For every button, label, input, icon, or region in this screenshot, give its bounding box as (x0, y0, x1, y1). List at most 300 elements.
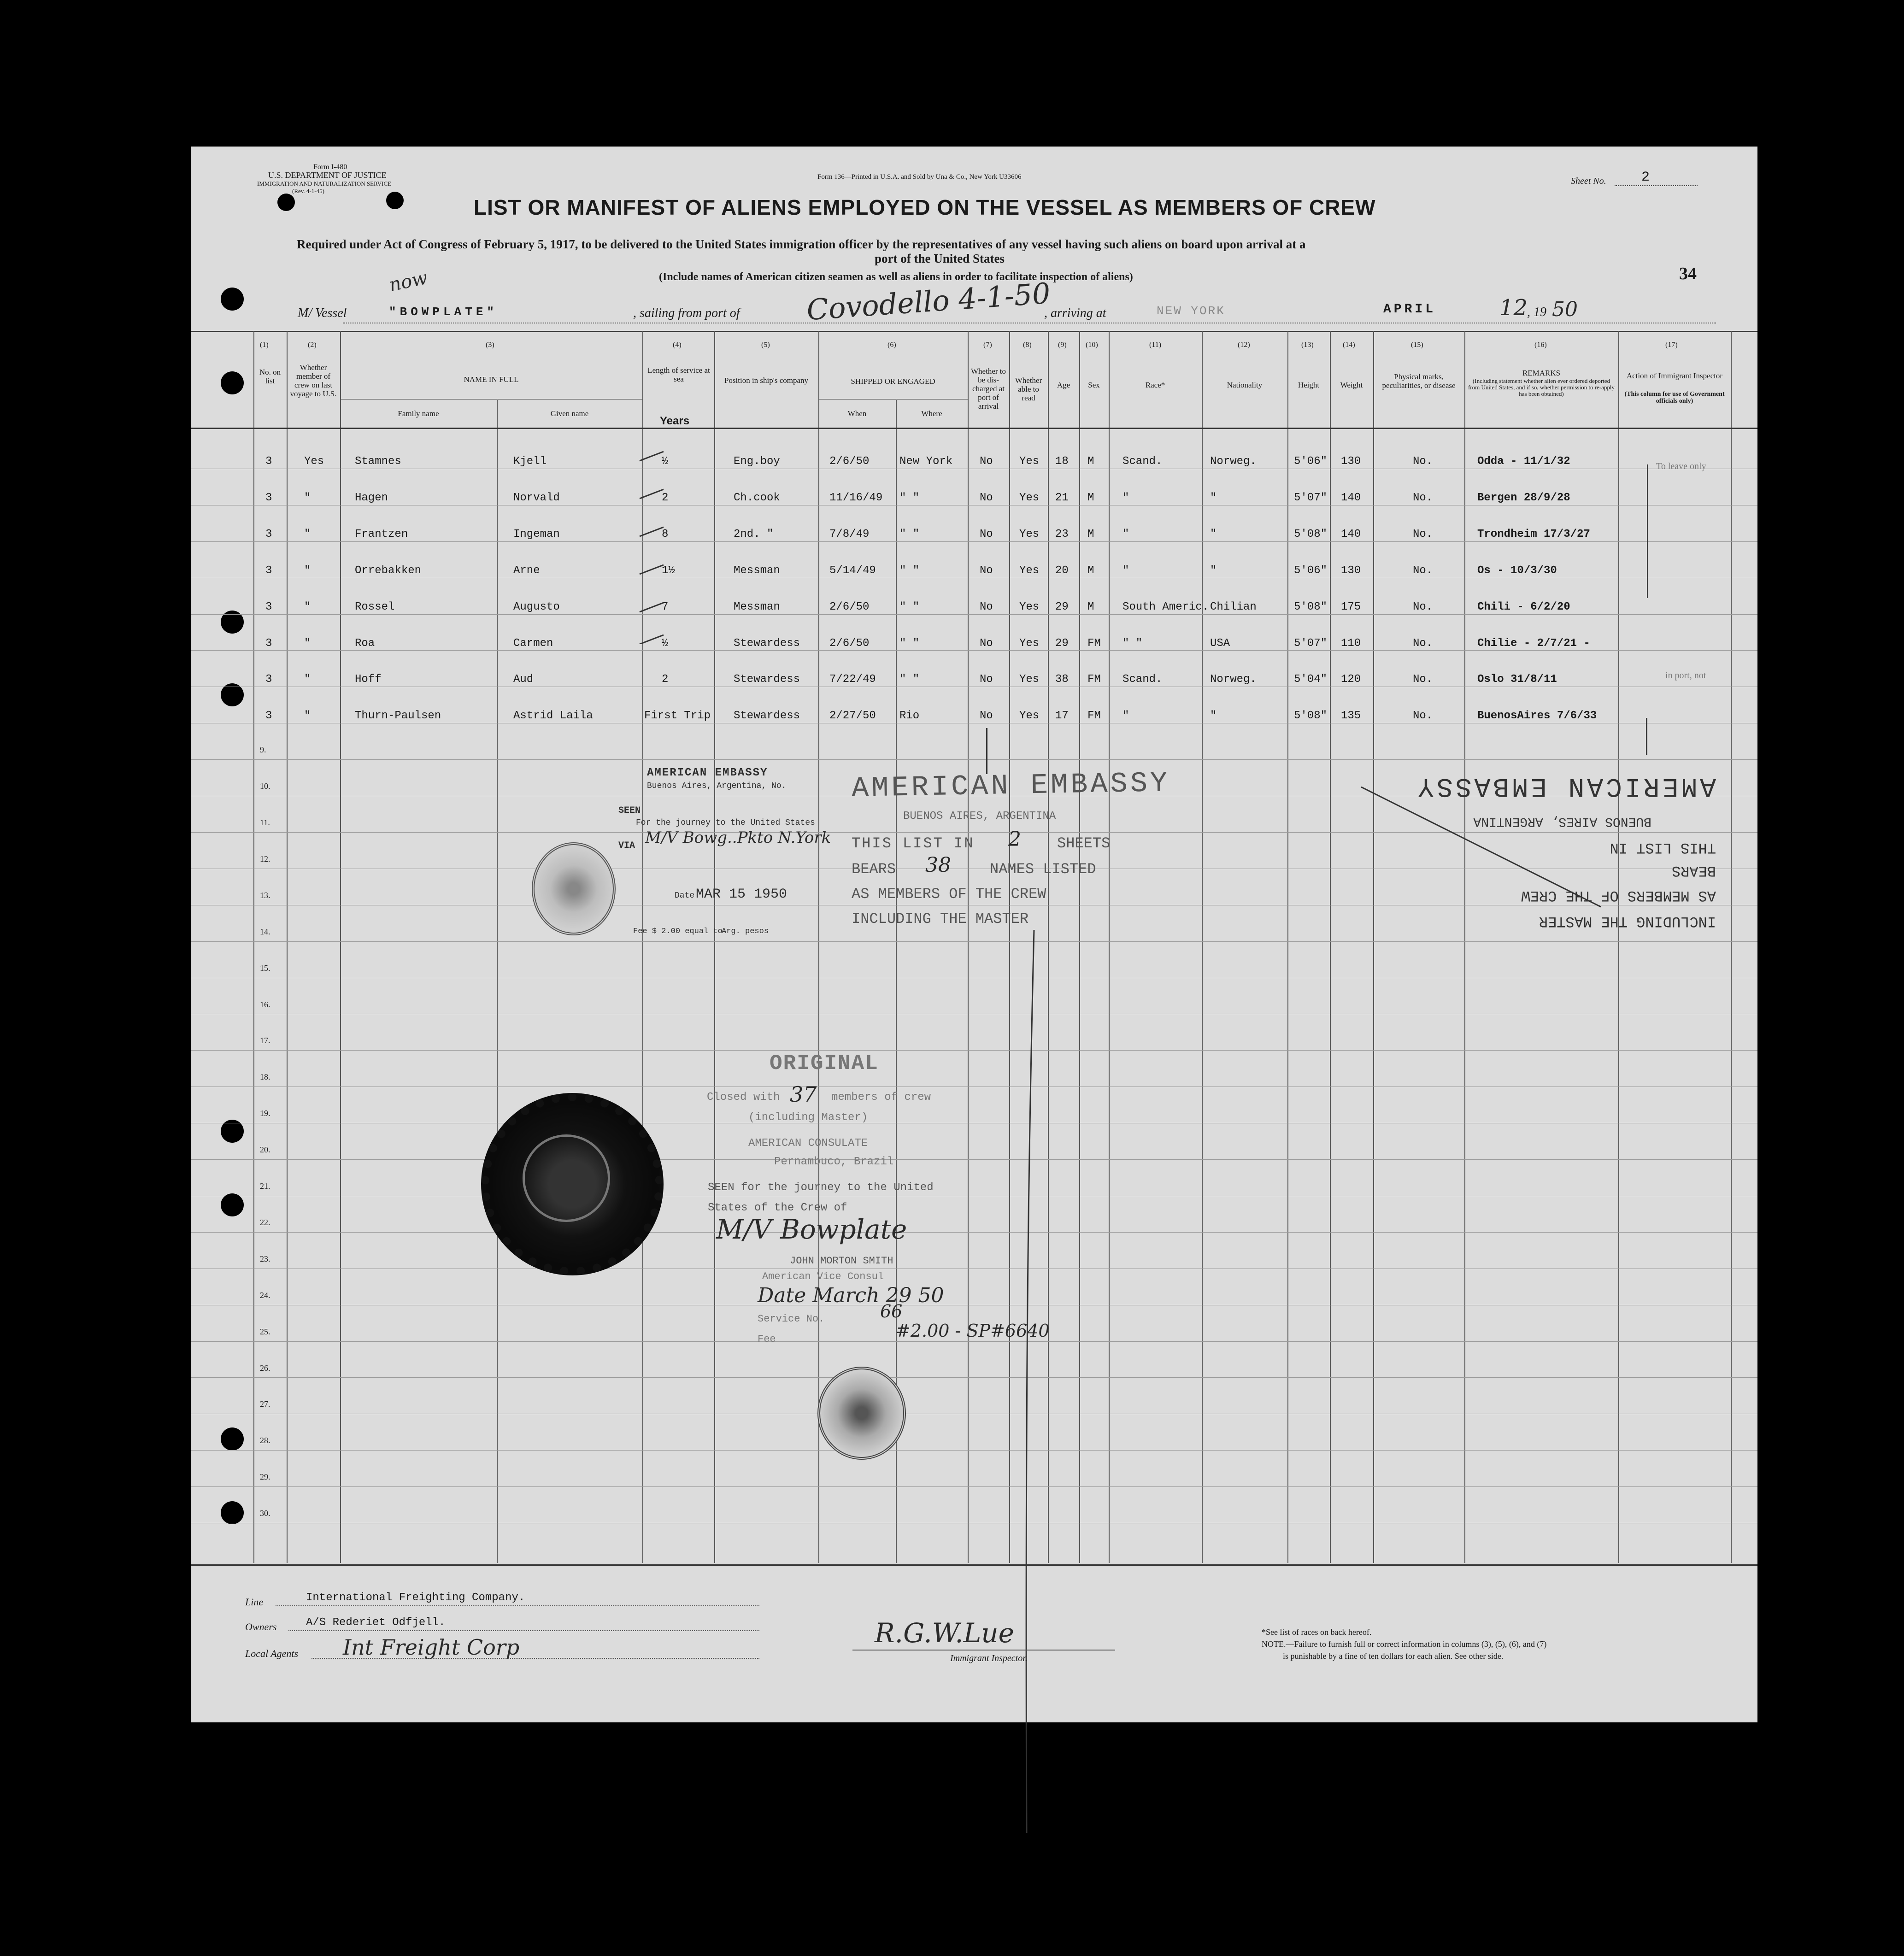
line-number: 10. (260, 781, 270, 791)
cell-prev-voyage: " (304, 637, 311, 650)
cell-family-name: Roa (355, 637, 375, 650)
cell-height: 5'08" (1294, 600, 1328, 613)
form-number: Form I-480 (313, 163, 347, 171)
cell-shipped-when: 7/22/49 (829, 673, 876, 686)
cell-position: Stewardess (734, 637, 800, 650)
header-sex: Sex (1088, 381, 1100, 389)
header-age: Age (1057, 381, 1070, 389)
row-rule (191, 1341, 1757, 1342)
cell-years-service: 2 (662, 673, 669, 686)
cell-physical-marks: No. (1413, 710, 1433, 722)
line-number: 19. (260, 1109, 270, 1118)
cell-weight: 120 (1341, 673, 1361, 686)
row-rule (191, 941, 1757, 942)
line-number: 15. (260, 963, 270, 973)
cell-age: 29 (1055, 637, 1069, 650)
header-position: Position in ship's company (724, 376, 809, 385)
cell-shipped-when: 2/27/50 (829, 710, 876, 722)
big-stamp-line2: BUENOS AIRES, ARGENTINA (903, 810, 1056, 822)
col-rule (1373, 331, 1374, 1563)
cell-years-service: ½ (662, 637, 669, 650)
cell-shipped-when: 11/16/49 (829, 491, 883, 504)
cell-prev-voyage: Yes (304, 455, 324, 468)
header-shipped: SHIPPED OR ENGAGED (851, 377, 935, 386)
cell-nationality: " (1210, 528, 1217, 540)
cell-list-number: 3 (265, 600, 272, 613)
col-num-2: (2) (308, 341, 317, 349)
fee-label: Fee (758, 1333, 776, 1345)
col-rule (1048, 331, 1049, 1563)
col-rule (1287, 331, 1288, 1563)
cell-list-number: 3 (265, 491, 272, 504)
cell-shipped-where: " " (899, 491, 920, 504)
form-revision: (Rev. 4-1-45) (292, 188, 324, 194)
cell-years-service: First Trip (644, 710, 711, 722)
cell-years-service: 1½ (662, 564, 675, 577)
header-race: Race* (1145, 381, 1165, 389)
sailing-port: Covodello 4-1-50 (805, 276, 1052, 327)
vessel-hand: M/V Bowplate (716, 1214, 907, 1245)
cell-given-name: Aud (513, 673, 534, 686)
header-when: When (847, 409, 867, 418)
date-day: 12 (1499, 295, 1528, 321)
footer-agents-label: Local Agents (245, 1648, 299, 1659)
cell-shipped-where: New York (899, 455, 953, 468)
side-note-action: To leave only (1656, 461, 1706, 471)
cell-family-name: Frantzen (355, 528, 408, 540)
cell-years-service: 8 (662, 528, 669, 540)
col-rule (1009, 331, 1010, 1563)
header-given-name: Given name (550, 409, 589, 418)
cell-remarks: BuenosAires 7/6/33 (1477, 710, 1597, 722)
discharged-line (986, 728, 987, 774)
cell-given-name: Norvald (513, 491, 560, 504)
cell-list-number: 3 (265, 528, 272, 540)
cell-sex: M (1087, 455, 1094, 468)
cell-physical-marks: No. (1413, 455, 1433, 468)
cell-weight: 175 (1341, 600, 1361, 613)
mirrored-stamp-line5: AS MEMBERS OF THE CREW (1521, 887, 1716, 904)
page-number: 34 (1679, 264, 1697, 283)
cell-age: 17 (1055, 710, 1069, 722)
cell-years-service: 7 (662, 600, 669, 613)
members-of-crew: members of crew (831, 1091, 931, 1104)
cell-race: " (1122, 528, 1129, 540)
cell-family-name: Stamnes (355, 455, 401, 468)
cell-given-name: Kjell (513, 455, 547, 468)
cell-sex: M (1087, 600, 1094, 613)
cell-shipped-where: Rio (899, 710, 920, 722)
line-number: 30. (260, 1509, 270, 1518)
header-name-in-full: NAME IN FULL (464, 375, 519, 384)
cell-nationality: " (1210, 491, 1217, 504)
col-rule (340, 331, 341, 1563)
cell-discharged: No (980, 600, 993, 613)
date-value: MAR 15 1950 (696, 887, 787, 902)
cell-family-name: Rossel (355, 600, 395, 613)
cell-years-service: ½ (662, 455, 669, 468)
cell-remarks: Chilie - 2/7/21 - (1477, 637, 1590, 650)
punch-dot-right (386, 192, 404, 209)
cell-list-number: 3 (265, 455, 272, 468)
cell-prev-voyage: " (304, 673, 311, 686)
col-rule (1464, 331, 1465, 1563)
fee-hand: #2.00 - SP#6640 (896, 1321, 1050, 1341)
cell-discharged: No (980, 673, 993, 686)
check-marks (638, 451, 665, 644)
big-stamp-names: NAMES LISTED (990, 861, 1096, 878)
cell-remarks: Odda - 11/1/32 (1477, 455, 1570, 468)
sheet-number-rule (1615, 185, 1698, 186)
cell-able-read: Yes (1019, 528, 1040, 540)
row-rule (191, 1486, 1757, 1487)
cell-nationality: Norweg. (1210, 673, 1257, 686)
cell-weight: 130 (1341, 564, 1361, 577)
row-rule (191, 759, 1757, 760)
consul-title: American Vice Consul (762, 1271, 884, 1282)
footer-owners-label: Owners (245, 1621, 277, 1633)
header-discharged: Whether to be dis-charged at port of arrival (971, 367, 1006, 411)
big-stamp-line3: THIS LIST IN (852, 835, 975, 852)
bracket-line-inspector-2 (1646, 718, 1650, 755)
line-number: 21. (260, 1181, 270, 1191)
line-number: 22. (260, 1217, 270, 1227)
via-hand: M/V Bowg..Pkto N.York (645, 828, 831, 847)
header-bottom-rule (191, 428, 1757, 429)
line-number: 14. (260, 927, 270, 936)
line-number: 25. (260, 1327, 270, 1336)
cell-years-service: 2 (662, 491, 669, 504)
cell-shipped-when: 2/6/50 (829, 637, 870, 650)
cell-age: 18 (1055, 455, 1069, 468)
cell-able-read: Yes (1019, 710, 1040, 722)
binder-hole-1 (221, 288, 244, 311)
cell-weight: 130 (1341, 455, 1361, 468)
inspector-label: Immigrant Inspector. (950, 1653, 1028, 1663)
cell-prev-voyage: " (304, 600, 311, 613)
cell-weight: 110 (1341, 637, 1361, 650)
col-rule (1330, 331, 1331, 1563)
col-rule (1109, 331, 1110, 1563)
cell-able-read: Yes (1019, 673, 1040, 686)
cell-weight: 135 (1341, 710, 1361, 722)
col-num-8: (8) (1023, 341, 1032, 349)
manifest-subtitle-3: (Include names of American citizen seamen as well as aliens in order to facilitate inspection of aliens) (659, 271, 1133, 283)
seen-label: SEEN (618, 805, 641, 816)
footer-owners-rule (288, 1630, 759, 1631)
line-number: 27. (260, 1399, 270, 1409)
consulate-city: Pernambuco, Brazil (774, 1156, 894, 1168)
cell-able-read: Yes (1019, 637, 1040, 650)
fine-note-1: NOTE.—Failure to furnish full or correct information in columns (3), (5), (6), and (7) (1262, 1639, 1547, 1649)
cell-age: 29 (1055, 600, 1069, 613)
cell-family-name: Orrebakken (355, 564, 422, 577)
cell-height: 5'08" (1294, 528, 1328, 540)
service-label: Service No. (758, 1313, 825, 1325)
big-stamp-sheets-hand: 2 (1008, 828, 1021, 851)
fee-text: Fee $ 2.00 equal to (633, 927, 723, 936)
cell-position: Stewardess (734, 710, 800, 722)
big-stamp-line1: AMERICAN EMBASSY (851, 766, 1170, 805)
sailing-label: , sailing from port of (633, 306, 740, 320)
cell-shipped-when: 5/14/49 (829, 564, 876, 577)
col-num-16: (16) (1534, 341, 1547, 349)
embassy-seal-small (532, 842, 616, 935)
cell-height: 5'06" (1294, 455, 1328, 468)
cell-given-name: Carmen (513, 637, 553, 650)
row-rule (191, 1450, 1757, 1451)
cell-discharged: No (980, 491, 993, 504)
arriving-port: NEW YORK (1157, 304, 1225, 318)
line-number: 18. (260, 1072, 270, 1082)
cell-remarks: Chili - 6/2/20 (1477, 600, 1570, 613)
header-where: Where (921, 409, 942, 418)
col-rule (1731, 331, 1732, 1563)
cell-given-name: Ingeman (513, 528, 560, 540)
col-num-13: (13) (1301, 341, 1314, 349)
cell-race: " (1122, 564, 1129, 577)
cell-prev-voyage: " (304, 710, 311, 722)
cell-race: South Americ. (1122, 600, 1209, 613)
date-label: Date (675, 891, 695, 900)
embassy-small-line1: AMERICAN EMBASSY (647, 767, 768, 779)
cell-race: Scand. (1122, 455, 1163, 468)
col-num-9: (9) (1058, 341, 1067, 349)
header-remarks: REMARKS (1522, 369, 1561, 377)
cell-given-name: Arne (513, 564, 540, 577)
arriving-label: , arriving at (1044, 306, 1106, 320)
cell-height: 5'06" (1294, 564, 1328, 577)
manifest-page (191, 147, 1757, 1722)
cell-shipped-where: " " (899, 600, 920, 613)
cell-physical-marks: No. (1413, 528, 1433, 540)
cell-sex: FM (1087, 637, 1101, 650)
line-number: 11. (260, 818, 270, 827)
header-family-name: Family name (398, 409, 439, 418)
header-remarks-note: (Including statement whether alien ever ordered deported from United States, and if so, whether permission to re-apply has been obtained) (1468, 377, 1615, 397)
inspector-sig-rule (852, 1650, 1115, 1651)
service: IMMIGRATION AND NATURALIZATION SERVICE (257, 180, 392, 187)
mirrored-stamp-line3: THIS LIST IN (1610, 839, 1716, 856)
cell-able-read: Yes (1019, 600, 1040, 613)
col-num-14: (14) (1343, 341, 1355, 349)
bracket-line-inspector (1647, 464, 1651, 598)
col-num-17: (17) (1665, 341, 1678, 349)
cell-remarks: Oslo 31/8/11 (1477, 673, 1557, 686)
cell-remarks: Bergen 28/9/28 (1477, 491, 1570, 504)
cell-weight: 140 (1341, 491, 1361, 504)
side-note-remark: in port, not (1665, 670, 1706, 681)
row-rule (191, 1050, 1757, 1051)
race-note: *See list of races on back hereof. (1262, 1627, 1372, 1637)
department: U.S. DEPARTMENT OF JUSTICE (268, 170, 387, 180)
service-number: 66 (880, 1301, 903, 1322)
cell-list-number: 3 (265, 673, 272, 686)
printer-line: Form 136—Printed in U.S.A. and Sold by Una & Co., New York U33606 (817, 173, 1022, 181)
fee-stamp-seal (817, 1367, 906, 1460)
states-crew: States of the Crew of (708, 1202, 847, 1214)
col-num-4: (4) (673, 341, 682, 349)
consul-date: Date March 29 50 (758, 1284, 944, 1307)
cell-family-name: Hoff (355, 673, 382, 686)
cell-shipped-where: " " (899, 673, 920, 686)
big-stamp-line5: AS MEMBERS OF THE CREW (852, 886, 1046, 903)
col-rule (1618, 331, 1619, 1563)
cell-position: Messman (734, 600, 780, 613)
cell-nationality: " (1210, 710, 1217, 722)
closed-with: Closed with (707, 1091, 780, 1104)
col-rule (968, 331, 969, 1563)
mirrored-stamp-line1: AMERICAN EMBASSY (1415, 771, 1716, 801)
line-number: 20. (260, 1145, 270, 1155)
cell-physical-marks: No. (1413, 491, 1433, 504)
fine-note-2: is punishable by a fine of ten dollars for each alien. See other side. (1283, 1651, 1504, 1661)
header-length-service: Length of service at sea (647, 366, 710, 383)
original-stamp: ORIGINAL (770, 1051, 879, 1075)
col-num-3: (3) (486, 341, 494, 349)
cell-prev-voyage: " (304, 528, 311, 540)
big-stamp-names-hand: 38 (925, 853, 951, 877)
cell-family-name: Hagen (355, 491, 388, 504)
header-inspector-action: Action of Immigrant Inspector (1626, 371, 1723, 380)
vessel-prefix: M/ Vessel (298, 306, 347, 320)
cell-position: 2nd. " (734, 528, 774, 540)
cell-weight: 140 (1341, 528, 1361, 540)
footer-line-rule (276, 1605, 759, 1606)
big-stamp-line4: BEARS (852, 861, 896, 878)
col-num-5: (5) (761, 341, 770, 349)
cell-race: " (1122, 491, 1129, 504)
header-years: Years (660, 415, 690, 427)
cell-height: 5'08" (1294, 710, 1328, 722)
row-rule (191, 1159, 1757, 1160)
cell-position: Ch.cook (734, 491, 780, 504)
cell-shipped-when: 2/6/50 (829, 455, 870, 468)
manifest-subtitle-1: Required under Act of Congress of February 5, 1917, to be delivered to the United States immigration officer by the representatives of any vessel having such aliens on board upon arrival at a (297, 237, 1306, 251)
footer-line-value: International Freighting Company. (306, 1592, 525, 1604)
date-year-prefix: , 19 (1527, 305, 1546, 319)
col-rule (253, 331, 254, 1563)
col-rule (1202, 331, 1203, 1563)
col-num-1: (1) (260, 341, 269, 349)
col-num-11: (11) (1149, 341, 1162, 349)
cell-sex: M (1087, 528, 1094, 540)
vessel-name: "BOWPLATE" (389, 305, 498, 319)
cell-sex: FM (1087, 673, 1101, 686)
cell-discharged: No (980, 455, 993, 468)
cell-discharged: No (980, 710, 993, 722)
cell-able-read: Yes (1019, 491, 1040, 504)
footer-owners-value: A/S Rederiet Odfjell. (306, 1616, 446, 1629)
footer-agents-rule (311, 1658, 759, 1659)
cell-given-name: Astrid Laila (513, 710, 593, 722)
long-signature-line (1020, 930, 1039, 1833)
date-month: APRIL (1383, 302, 1436, 317)
cell-discharged: No (980, 528, 993, 540)
cell-able-read: Yes (1019, 564, 1040, 577)
cell-sex: M (1087, 564, 1094, 577)
col-num-12: (12) (1238, 341, 1250, 349)
cell-shipped-when: 2/6/50 (829, 600, 870, 613)
line-number: 12. (260, 854, 270, 863)
header-inspector-note: (This column for use of Government officials only) (1624, 391, 1725, 405)
mirrored-stamp-line6: INCLUDING THE MASTER (1539, 913, 1716, 930)
cell-race: " " (1122, 637, 1143, 650)
cell-nationality: USA (1210, 637, 1230, 650)
mirrored-stamp-line2: BUENOS AIRES, ARGENTINA (1473, 814, 1651, 828)
cell-sex: FM (1087, 710, 1101, 722)
header-prev-voyage: Whether member of crew on last voyage to U.S. (290, 363, 337, 398)
cell-sex: M (1087, 491, 1094, 504)
via-label: VIA (618, 840, 635, 851)
cell-position: Stewardess (734, 673, 800, 686)
fee-sub: Arg. pesos (722, 927, 769, 936)
big-stamp-sheets: SHEETS (1057, 835, 1111, 852)
vessel-note: now (387, 267, 429, 296)
cell-height: 5'07" (1294, 637, 1328, 650)
line-number: 23. (260, 1254, 270, 1263)
line-number: 26. (260, 1363, 270, 1373)
table-frame (191, 331, 1757, 1566)
inspector-signature: R.G.W.Lue (875, 1617, 1014, 1649)
header-height: Height (1298, 381, 1320, 389)
cell-discharged: No (980, 637, 993, 650)
line-number: 29. (260, 1472, 270, 1482)
cell-age: 38 (1055, 673, 1069, 686)
cell-physical-marks: No. (1413, 600, 1433, 613)
cell-height: 5'07" (1294, 491, 1328, 504)
cell-given-name: Augusto (513, 600, 560, 613)
cell-able-read: Yes (1019, 455, 1040, 468)
mirrored-stamp-line4: BEARS (1671, 862, 1716, 879)
row-rule (191, 1232, 1757, 1233)
header-physical-marks: Physical marks, peculiarities, or disease (1382, 372, 1456, 390)
consulate-seal-inner (523, 1134, 610, 1222)
closed-number: 37 (790, 1082, 817, 1107)
col-num-6: (6) (887, 341, 896, 349)
cell-nationality: " (1210, 564, 1217, 577)
col-num-10: (10) (1086, 341, 1098, 349)
cell-remarks: Os - 10/3/30 (1477, 564, 1557, 577)
cell-race: " (1122, 710, 1129, 722)
line-number: 13. (260, 890, 270, 900)
header-no-on-list: No. on list (259, 368, 281, 385)
row-rule (191, 1377, 1757, 1378)
cell-prev-voyage: " (304, 491, 311, 504)
consul-name: JOHN MORTON SMITH (790, 1255, 893, 1267)
header-weight: Weight (1340, 381, 1363, 389)
footer-agents-value: Int Freight Corp (343, 1635, 520, 1660)
stamp-cross-line (1361, 782, 1601, 911)
cell-nationality: Norweg. (1210, 455, 1257, 468)
cell-remarks: Trondheim 17/3/27 (1477, 528, 1590, 540)
date-year: 50 (1552, 298, 1578, 321)
line-number: 28. (260, 1436, 270, 1445)
row-rule (191, 541, 1757, 542)
cell-family-name: Thurn-Paulsen (355, 710, 441, 722)
header-nationality: Nationality (1227, 381, 1263, 389)
col-rule (818, 331, 819, 1563)
col-rule (1079, 331, 1080, 1563)
row-rule (191, 614, 1757, 615)
cell-list-number: 3 (265, 637, 272, 650)
cell-shipped-where: " " (899, 637, 920, 650)
row-rule (191, 650, 1757, 651)
including-master: (including Master) (748, 1111, 868, 1124)
manifest-title: LIST OR MANIFEST OF ALIENS EMPLOYED ON THE VESSEL AS MEMBERS OF CREW (474, 195, 1376, 219)
cell-age: 21 (1055, 491, 1069, 504)
cell-age: 20 (1055, 564, 1069, 577)
